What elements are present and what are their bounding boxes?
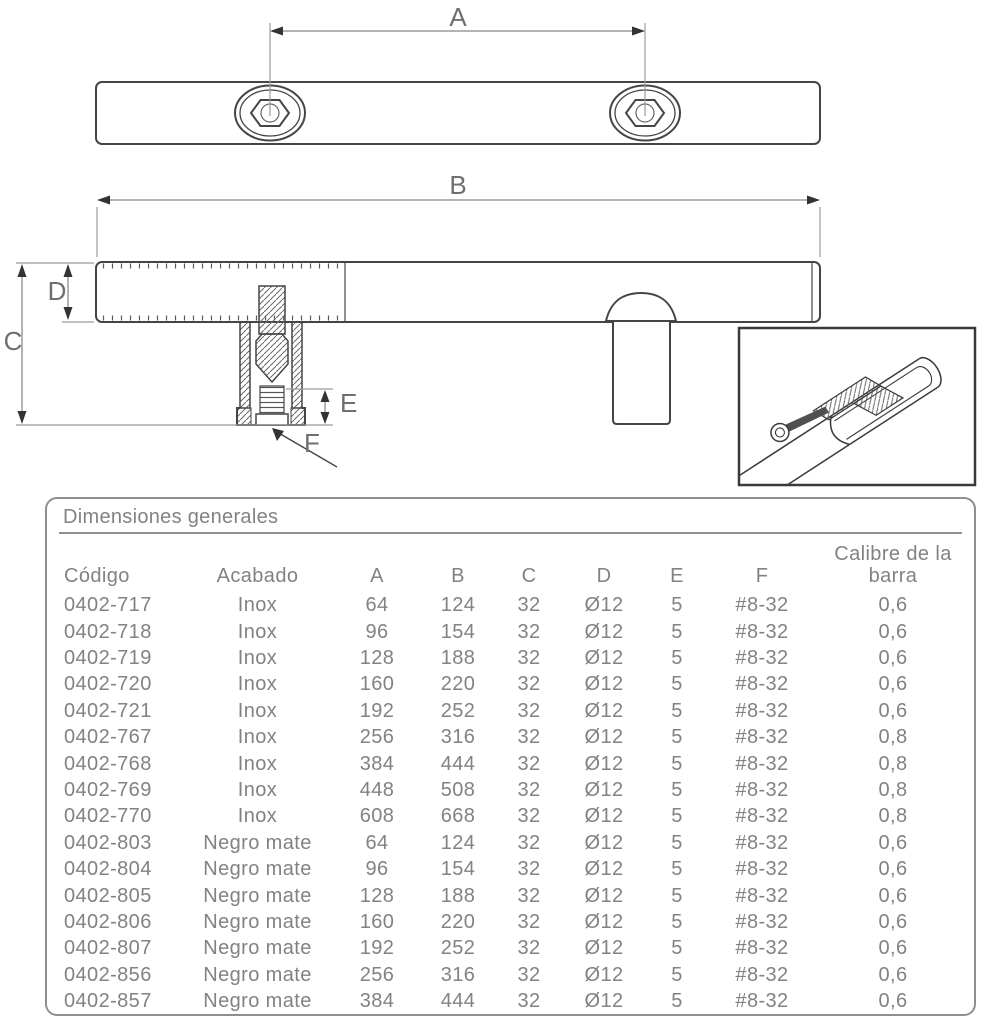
arrow-up-icon bbox=[18, 264, 27, 277]
table-cell: #8-32 bbox=[735, 937, 789, 960]
mounting-post-right bbox=[613, 322, 670, 424]
table-cell: #8-32 bbox=[735, 884, 789, 907]
table-row bbox=[47, 671, 974, 697]
table-row bbox=[47, 619, 974, 645]
table-header-row bbox=[47, 538, 974, 592]
dimension-e-label: E bbox=[340, 388, 358, 418]
table-cell: 192 bbox=[359, 937, 395, 960]
arrow-left-icon bbox=[97, 196, 110, 205]
column-header-e: E bbox=[670, 564, 684, 587]
table-cell: 5 bbox=[671, 726, 683, 749]
column-header-a: A bbox=[370, 564, 384, 587]
table-row bbox=[47, 909, 974, 935]
threaded-stud bbox=[259, 286, 285, 334]
table-cell: 508 bbox=[440, 779, 476, 802]
table-cell: Inox bbox=[237, 647, 278, 669]
table-cell: 0,6 bbox=[878, 884, 908, 907]
table-cell: 5 bbox=[671, 911, 683, 934]
column-header-f: F bbox=[755, 564, 769, 587]
table-cell: 32 bbox=[517, 858, 541, 881]
arrow-down-icon bbox=[64, 307, 73, 320]
table-cell: Negro mate bbox=[203, 858, 312, 881]
dimensions-table bbox=[47, 538, 974, 1015]
table-cell: 5 bbox=[671, 620, 683, 643]
table-row bbox=[47, 698, 974, 724]
table-cell: 32 bbox=[517, 963, 541, 986]
table-cell: 128 bbox=[359, 884, 395, 907]
table-cell: 0402-770 bbox=[64, 805, 152, 828]
table-cell: 32 bbox=[517, 831, 541, 854]
table-cell: 0402-803 bbox=[64, 831, 152, 854]
column-header-c: C bbox=[521, 564, 537, 587]
table-cell: 256 bbox=[359, 726, 395, 749]
column-header-calibre: Calibre de la barra bbox=[834, 543, 952, 587]
table-cell: 188 bbox=[440, 647, 476, 669]
bar-side-view bbox=[96, 262, 820, 322]
table-cell: Inox bbox=[237, 726, 278, 749]
table-cell: #8-32 bbox=[735, 963, 789, 986]
title-separator bbox=[59, 532, 962, 534]
table-title: Dimensiones generales bbox=[63, 506, 279, 528]
dimension-f-label: F bbox=[304, 428, 320, 458]
knurl-ticks-top bbox=[98, 264, 345, 269]
table-cell: 32 bbox=[517, 594, 541, 617]
table-cell: 96 bbox=[365, 620, 389, 643]
table-cell: 128 bbox=[359, 647, 395, 669]
table-cell: 608 bbox=[359, 805, 395, 828]
table-cell: 0,8 bbox=[878, 779, 908, 802]
arrow-left-icon bbox=[270, 27, 283, 36]
table-cell: Negro mate bbox=[203, 937, 312, 960]
table-cell: Inox bbox=[237, 620, 278, 643]
table-cell: #8-32 bbox=[735, 594, 789, 617]
table-cell: 0,6 bbox=[878, 620, 908, 643]
table-cell: 154 bbox=[440, 858, 476, 881]
table-cell: 0402-721 bbox=[64, 699, 152, 722]
table-cell: Ø12 bbox=[584, 594, 624, 617]
table-cell: 32 bbox=[517, 647, 541, 669]
technical-drawing bbox=[0, 0, 987, 497]
table-cell: 192 bbox=[359, 699, 395, 722]
table-cell: #8-32 bbox=[735, 779, 789, 802]
table-cell: 0402-767 bbox=[64, 726, 152, 749]
table-cell: Ø12 bbox=[584, 831, 624, 854]
table-row bbox=[47, 751, 974, 777]
table-row bbox=[47, 645, 974, 671]
table-cell: 0402-806 bbox=[64, 911, 152, 934]
table-cell: #8-32 bbox=[735, 805, 789, 828]
table-cell: 5 bbox=[671, 937, 683, 960]
table-cell: 32 bbox=[517, 884, 541, 907]
table-cell: 384 bbox=[359, 752, 395, 775]
table-cell: #8-32 bbox=[735, 911, 789, 934]
table-cell: 5 bbox=[671, 858, 683, 881]
table-row bbox=[47, 724, 974, 750]
table-cell: 0402-856 bbox=[64, 963, 152, 986]
table-cell: 5 bbox=[671, 594, 683, 617]
table-cell: 5 bbox=[671, 673, 683, 696]
table-cell: 444 bbox=[440, 752, 476, 775]
stud-body bbox=[256, 334, 288, 382]
table-cell: 448 bbox=[359, 779, 395, 802]
nut bbox=[256, 414, 288, 425]
table-cell: 96 bbox=[365, 858, 389, 881]
table-cell: 0,6 bbox=[878, 594, 908, 617]
table-cell: Inox bbox=[237, 779, 278, 802]
table-cell: 32 bbox=[517, 805, 541, 828]
table-row bbox=[47, 803, 974, 829]
table-cell: 32 bbox=[517, 752, 541, 775]
flange-left bbox=[237, 408, 251, 425]
table-cell: 160 bbox=[359, 673, 395, 696]
dimension-d bbox=[48, 264, 94, 322]
spring-insert bbox=[260, 386, 284, 414]
table-cell: 0,6 bbox=[878, 831, 908, 854]
table-row bbox=[47, 962, 974, 988]
table-cell: 0,6 bbox=[878, 937, 908, 960]
table-cell: Inox bbox=[237, 673, 278, 696]
table-cell: Ø12 bbox=[584, 911, 624, 934]
table-cell: 0,6 bbox=[878, 673, 908, 696]
table-cell: Ø12 bbox=[584, 779, 624, 802]
table-cell: 5 bbox=[671, 779, 683, 802]
dimension-c-label: C bbox=[3, 326, 23, 356]
table-row bbox=[47, 856, 974, 882]
table-cell: #8-32 bbox=[735, 699, 789, 722]
table-cell: #8-32 bbox=[735, 620, 789, 643]
table-cell: 154 bbox=[440, 620, 476, 643]
table-cell: Ø12 bbox=[584, 752, 624, 775]
table-cell: Negro mate bbox=[203, 884, 312, 907]
table-cell: Ø12 bbox=[584, 673, 624, 696]
dimensions-table-panel bbox=[45, 497, 976, 1016]
table-cell: 5 bbox=[671, 884, 683, 907]
arrow-up-icon bbox=[321, 390, 330, 402]
table-cell: Inox bbox=[237, 594, 278, 617]
table-cell: Ø12 bbox=[584, 937, 624, 960]
table-cell: 5 bbox=[671, 752, 683, 775]
table-cell: 0402-718 bbox=[64, 620, 152, 643]
table-cell: 0,8 bbox=[878, 805, 908, 828]
table-cell: 0402-804 bbox=[64, 858, 152, 881]
table-cell: #8-32 bbox=[735, 831, 789, 854]
table-cell: 0,6 bbox=[878, 990, 908, 1013]
table-cell: 316 bbox=[440, 726, 476, 749]
table-cell: #8-32 bbox=[735, 752, 789, 775]
table-cell: 444 bbox=[440, 990, 476, 1013]
table-row bbox=[47, 883, 974, 909]
table-cell: Ø12 bbox=[584, 620, 624, 643]
column-header-b: B bbox=[451, 564, 465, 587]
table-cell: 0402-857 bbox=[64, 990, 152, 1013]
table-row bbox=[47, 830, 974, 856]
table-cell: Ø12 bbox=[584, 805, 624, 828]
table-body bbox=[47, 592, 974, 1015]
table-cell: 0,8 bbox=[878, 752, 908, 775]
table-cell: 0,6 bbox=[878, 647, 908, 669]
table-cell: Ø12 bbox=[584, 647, 624, 669]
table-cell: 5 bbox=[671, 699, 683, 722]
table-cell: 252 bbox=[440, 937, 476, 960]
table-cell: Negro mate bbox=[203, 831, 312, 854]
post-wall-left bbox=[240, 322, 250, 408]
table-cell: 0,6 bbox=[878, 911, 908, 934]
table-cell: Negro mate bbox=[203, 990, 312, 1013]
table-cell: 124 bbox=[440, 831, 476, 854]
arrow-down-icon bbox=[321, 412, 330, 424]
arrow-right-icon bbox=[807, 196, 820, 205]
table-cell: 668 bbox=[440, 805, 476, 828]
table-cell: 0402-719 bbox=[64, 647, 152, 669]
table-cell: Ø12 bbox=[584, 699, 624, 722]
arrow-down-icon bbox=[18, 411, 27, 424]
table-cell: 220 bbox=[440, 911, 476, 934]
table-row bbox=[47, 777, 974, 803]
table-cell: 316 bbox=[440, 963, 476, 986]
table-cell: Ø12 bbox=[584, 990, 624, 1013]
table-cell: 32 bbox=[517, 699, 541, 722]
table-cell: 0,6 bbox=[878, 963, 908, 986]
table-cell: 384 bbox=[359, 990, 395, 1013]
table-cell: 5 bbox=[671, 805, 683, 828]
table-cell: 252 bbox=[440, 699, 476, 722]
table-cell: Inox bbox=[237, 752, 278, 775]
table-cell: 0402-720 bbox=[64, 673, 152, 696]
table-cell: 64 bbox=[365, 594, 389, 617]
dimension-a-label: A bbox=[449, 2, 467, 32]
table-cell: Ø12 bbox=[584, 884, 624, 907]
table-cell: #8-32 bbox=[735, 726, 789, 749]
table-cell: #8-32 bbox=[735, 858, 789, 881]
fixing-inset bbox=[668, 328, 975, 497]
knurl-ticks-bottom bbox=[98, 316, 345, 321]
table-cell: 0402-769 bbox=[64, 779, 152, 802]
table-cell: 32 bbox=[517, 726, 541, 749]
table-cell: 5 bbox=[671, 647, 683, 669]
column-header-codigo: Código bbox=[64, 564, 130, 587]
table-cell: 124 bbox=[440, 594, 476, 617]
table-row bbox=[47, 592, 974, 618]
table-cell: 32 bbox=[517, 779, 541, 802]
table-cell: 0402-717 bbox=[64, 594, 152, 617]
table-cell: 32 bbox=[517, 620, 541, 643]
table-cell: Ø12 bbox=[584, 858, 624, 881]
table-cell: 32 bbox=[517, 937, 541, 960]
column-header-acabado: Acabado bbox=[216, 564, 299, 587]
dimension-d-label: D bbox=[47, 276, 67, 306]
dimension-b-label: B bbox=[449, 170, 467, 200]
table-cell: 32 bbox=[517, 990, 541, 1013]
table-cell: 0,6 bbox=[878, 858, 908, 881]
table-cell: Ø12 bbox=[584, 963, 624, 986]
column-header-d: D bbox=[596, 564, 612, 587]
table-cell: 220 bbox=[440, 673, 476, 696]
arrow-right-icon bbox=[632, 27, 645, 36]
table-cell: 0402-768 bbox=[64, 752, 152, 775]
table-cell: 5 bbox=[671, 963, 683, 986]
table-cell: 0,6 bbox=[878, 699, 908, 722]
table-cell: #8-32 bbox=[735, 990, 789, 1013]
table-cell: 0402-807 bbox=[64, 937, 152, 960]
side-view bbox=[96, 262, 820, 425]
table-row bbox=[47, 988, 974, 1014]
table-cell: Inox bbox=[237, 699, 278, 722]
dimension-b bbox=[97, 170, 820, 257]
table-cell: 188 bbox=[440, 884, 476, 907]
table-cell: Negro mate bbox=[203, 911, 312, 934]
flange-right bbox=[291, 408, 305, 425]
bar-top-view bbox=[96, 82, 820, 144]
table-cell: 32 bbox=[517, 673, 541, 696]
table-cell: 256 bbox=[359, 963, 395, 986]
table-cell: Inox bbox=[237, 805, 278, 828]
table-cell: 160 bbox=[359, 911, 395, 934]
table-cell: #8-32 bbox=[735, 647, 789, 669]
table-cell: #8-32 bbox=[735, 673, 789, 696]
table-cell: Ø12 bbox=[584, 726, 624, 749]
table-cell: 64 bbox=[365, 831, 389, 854]
table-cell: 0,8 bbox=[878, 726, 908, 749]
table-cell: Negro mate bbox=[203, 963, 312, 986]
top-view bbox=[96, 82, 820, 144]
table-cell: 5 bbox=[671, 831, 683, 854]
table-row bbox=[47, 935, 974, 961]
table-cell: 32 bbox=[517, 911, 541, 934]
post-wall-right bbox=[292, 322, 302, 408]
table-cell: 5 bbox=[671, 990, 683, 1013]
dimension-f bbox=[272, 428, 337, 467]
table-cell: 0402-805 bbox=[64, 884, 152, 907]
